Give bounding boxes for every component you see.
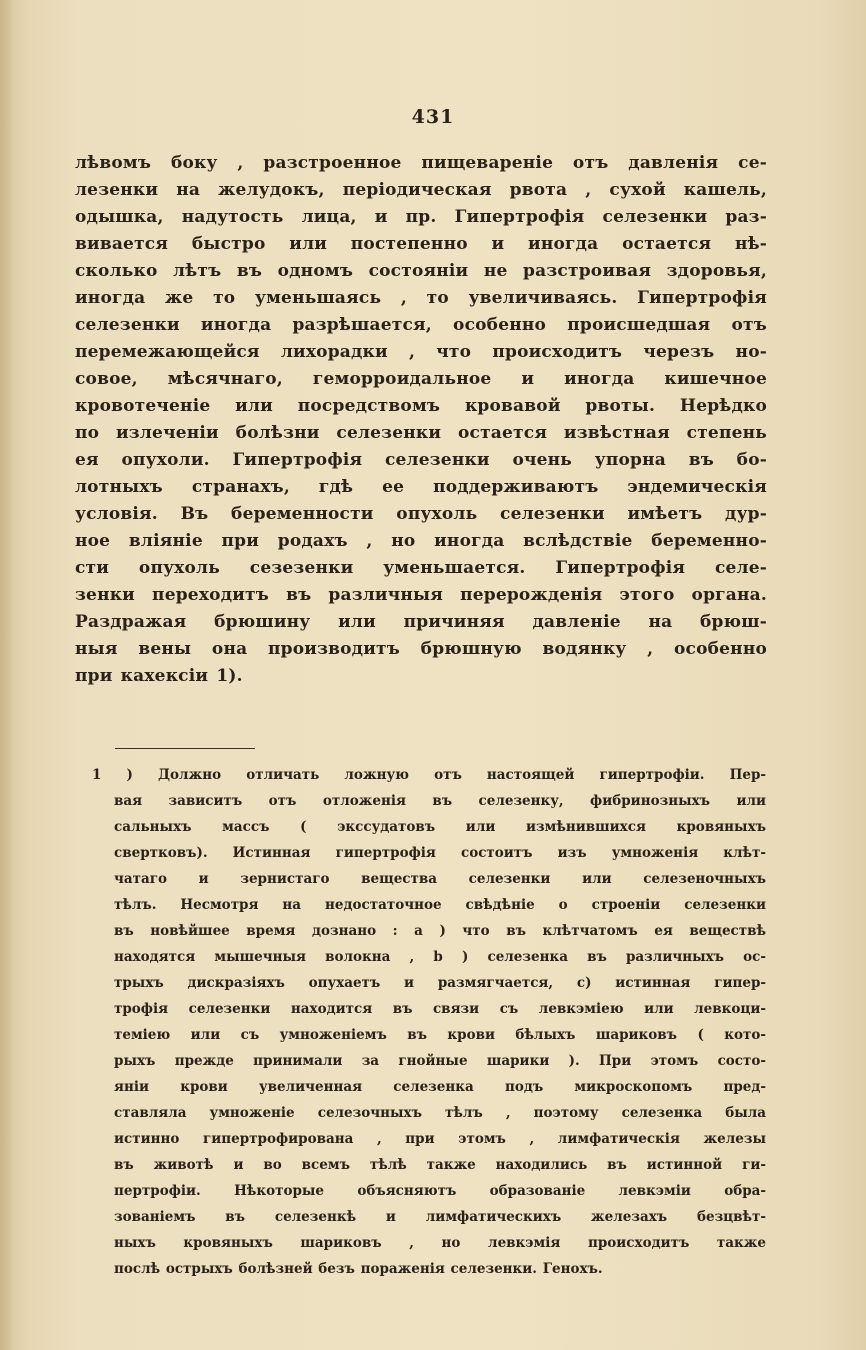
footnote-line: зованіемъ въ селезенкѣ и лимфатическихъ железахъ безцвѣт-: [114, 1209, 766, 1225]
text-line: по излеченіи болѣзни селезенки остается извѣстная степень: [75, 423, 767, 443]
text-line: перемежающейся лихорадки , что происходитъ черезъ но-: [75, 342, 767, 362]
text-line: одышка, надутость лица, и пр. Гипертрофія селезенки раз-: [75, 207, 767, 227]
footnote-divider: [115, 748, 255, 749]
footnote-line: 1 ) Должно отличать ложную отъ настоящей гипертрофіи. Пер-: [92, 767, 766, 783]
footnote-line: свертковъ). Истинная гипертрофія состоитъ изъ умноженія клѣт-: [114, 845, 766, 861]
footnote-line: ныхъ кровяныхъ шариковъ , но левкэмія происходитъ также: [114, 1235, 766, 1251]
footnote-line: сальныхъ массъ ( экссудатовъ или измѣнившихся кровяныхъ: [114, 819, 766, 835]
footnote-line: рыхъ прежде принимали за гнойные шарики ). При этомъ состо-: [114, 1053, 766, 1069]
text-line: совое, мѣсячнаго, геморроидальное и иногда кишечное: [75, 369, 767, 389]
text-line: при кахексіи 1).: [75, 666, 243, 686]
text-line: лѣвомъ боку , разстроенное пищевареніе отъ давленія се-: [75, 153, 767, 173]
text-line: вивается быстро или постепенно и иногда остается нѣ-: [75, 234, 767, 254]
text-line: условія. Въ беременности опухоль селезенки имѣетъ дур-: [75, 504, 767, 524]
footnote-line: темiею или съ умноженіемъ въ крови бѣлыхъ шариковъ ( кото-: [114, 1027, 766, 1043]
text-line: кровотеченіе или посредствомъ кровавой рвоты. Нерѣдко: [75, 396, 767, 416]
text-line: лотныхъ странахъ, гдѣ ее поддерживаютъ эндемическія: [75, 477, 767, 497]
text-line: ное вліяніе при родахъ , но иногда вслѣдствіе беременно-: [75, 531, 767, 551]
footnote-line: чатаго и зернистаго вещества селезенки или селезеночныхъ: [114, 871, 766, 887]
footnote-line: въ животѣ и во всемъ тѣлѣ также находились въ истинной ги-: [114, 1157, 766, 1173]
footnote-line: въ новѣйшее время дознано : а ) что въ клѣтчатомъ ея веществѣ: [114, 923, 766, 939]
footnote-line: послѣ острыхъ болѣзней безъ пораженія селезенки. Генохъ.: [114, 1261, 603, 1277]
text-line: сти опухоль сезезенки уменьшается. Гипертрофія селе-: [75, 558, 767, 578]
text-line: иногда же то уменьшаясь , то увеличиваясь. Гипертрофія: [75, 288, 767, 308]
text-line: ея опухоли. Гипертрофія селезенки очень упорна въ бо-: [75, 450, 767, 470]
page-number: 431: [411, 106, 455, 128]
text-line: лезенки на желудокъ, періодическая рвота , сухой кашель,: [75, 180, 767, 200]
footnote-line: вая зависитъ отъ отложенія въ селезенку, фибринозныхъ или: [114, 793, 766, 809]
main-text: [75, 150, 767, 690]
footnote-line: находятся мышечныя волокна , b ) селезенка въ различныхъ ос-: [114, 949, 766, 965]
footnote-line: яніи крови увеличенная селезенка подъ микроскопомъ пред-: [114, 1079, 766, 1095]
footnote: [92, 762, 766, 1282]
footnote-line: тѣлъ. Несмотря на недостаточное свѣдѣніе о строеніи селезенки: [114, 897, 766, 913]
text-line: сколько лѣтъ въ одномъ состояніи не разстроивая здоровья,: [75, 261, 767, 281]
footnote-line: истинно гипертрофирована , при этомъ , лимфатическія железы: [114, 1131, 766, 1147]
text-line: ныя вены она производитъ брюшную водянку , особенно: [75, 639, 767, 659]
footnote-line: ставляла умноженіе селезочныхъ тѣлъ , поэтому селезенка была: [114, 1105, 766, 1121]
footnote-line: пертрофіи. Нѣкоторые объясняютъ образованіе левкэміи обра-: [114, 1183, 766, 1199]
footnote-line: трыхъ дискразіяхъ опухаетъ и размягчается, с) истинная гипер-: [114, 975, 766, 991]
text-line: Раздражая брюшину или причиняя давленіе на брюш-: [75, 612, 767, 632]
text-line: селезенки иногда разрѣшается, особенно происшедшая отъ: [75, 315, 767, 335]
text-line: зенки переходитъ въ различныя перерожденія этого органа.: [75, 585, 767, 605]
footnote-line: трофія селезенки находится въ связи съ левкэміею или левкоци-: [114, 1001, 766, 1017]
